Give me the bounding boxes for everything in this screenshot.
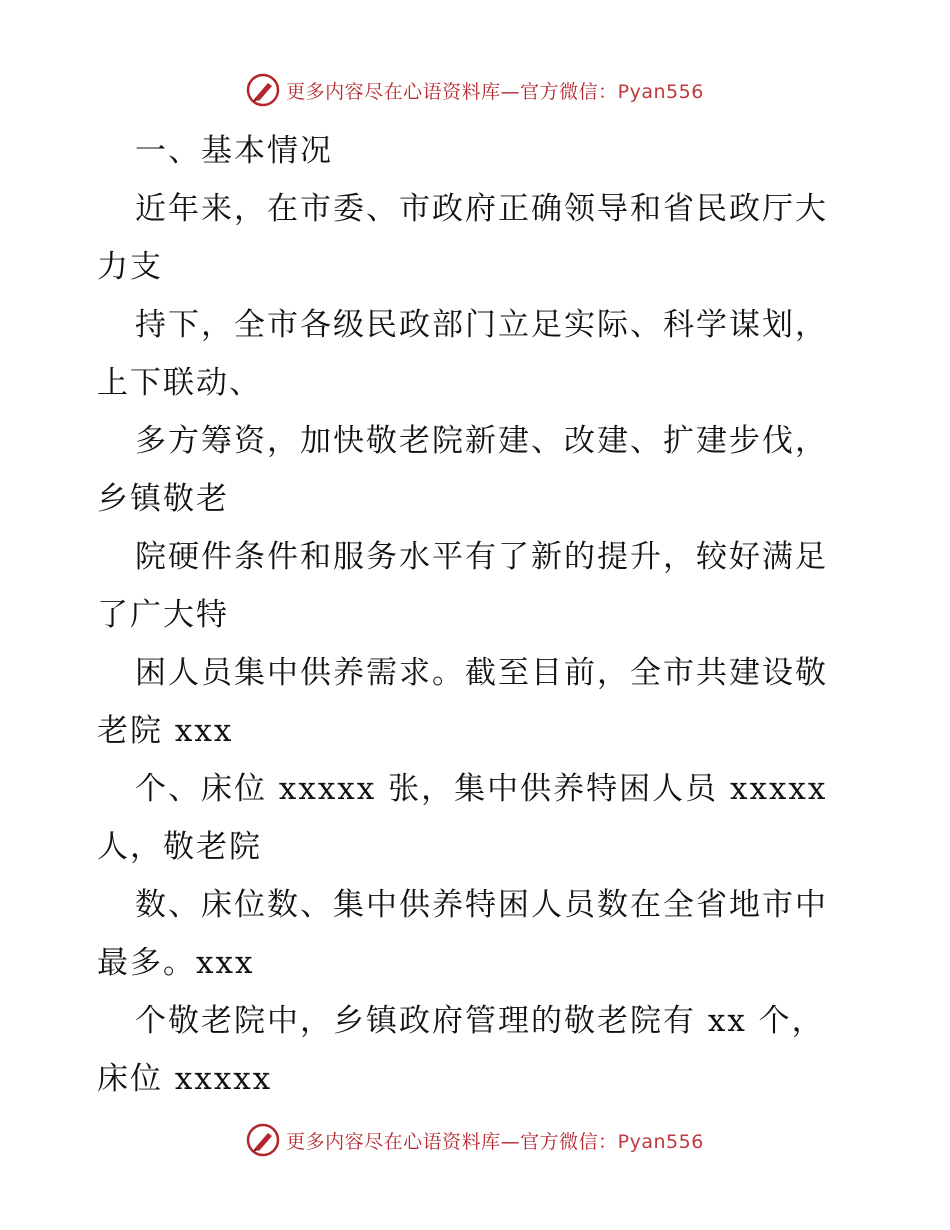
banner-text [286, 77, 704, 104]
paragraph-line: 上下联动、 [97, 365, 262, 401]
wechat-handle: Pyan556 [617, 1130, 704, 1153]
document-body [97, 122, 857, 1108]
pen-logo-icon [246, 73, 280, 107]
paragraph-line: 最多。xxx [97, 945, 255, 981]
paragraph-line: 人，敬老院 [97, 829, 262, 865]
paragraph-line: 乡镇敬老 [97, 481, 229, 517]
paragraph-line: 近年来，在市委、市政府正确领导和省民政厅大 [135, 191, 828, 227]
section-heading: 一、基本情况 [135, 133, 333, 169]
paragraph-line: 困人员集中供养需求。截至目前，全市共建设敬 [135, 655, 828, 691]
paragraph-line: 持下，全市各级民政部门立足实际、科学谋划， [135, 307, 828, 343]
paragraph-line: 床位 xxxxx [97, 1061, 273, 1097]
wechat-handle: Pyan556 [617, 80, 704, 103]
paragraph-line: 院硬件条件和服务水平有了新的提升，较好满足 [135, 539, 828, 575]
banner-text [286, 1127, 704, 1154]
paragraph-line: 多方筹资，加快敬老院新建、改建、扩建步伐， [135, 423, 828, 459]
pen-logo-icon [246, 1123, 280, 1157]
banner-label: 更多内容尽在心语资料库—官方微信： [286, 1130, 618, 1153]
paragraph-line: 个敬老院中，乡镇政府管理的敬老院有 xx 个， [135, 1003, 825, 1039]
paragraph-line: 老院 xxx [97, 713, 234, 749]
footer-watermark-banner [0, 1120, 950, 1160]
paragraph-line: 了广大特 [97, 597, 229, 633]
paragraph-line: 数、床位数、集中供养特困人员数在全省地市中 [135, 887, 828, 923]
banner-label: 更多内容尽在心语资料库—官方微信： [286, 80, 618, 103]
header-watermark-banner [0, 70, 950, 110]
paragraph-line: 个、床位 xxxxx 张，集中供养特困人员 xxxxx [135, 771, 828, 807]
paragraph-line: 力支 [97, 249, 163, 285]
